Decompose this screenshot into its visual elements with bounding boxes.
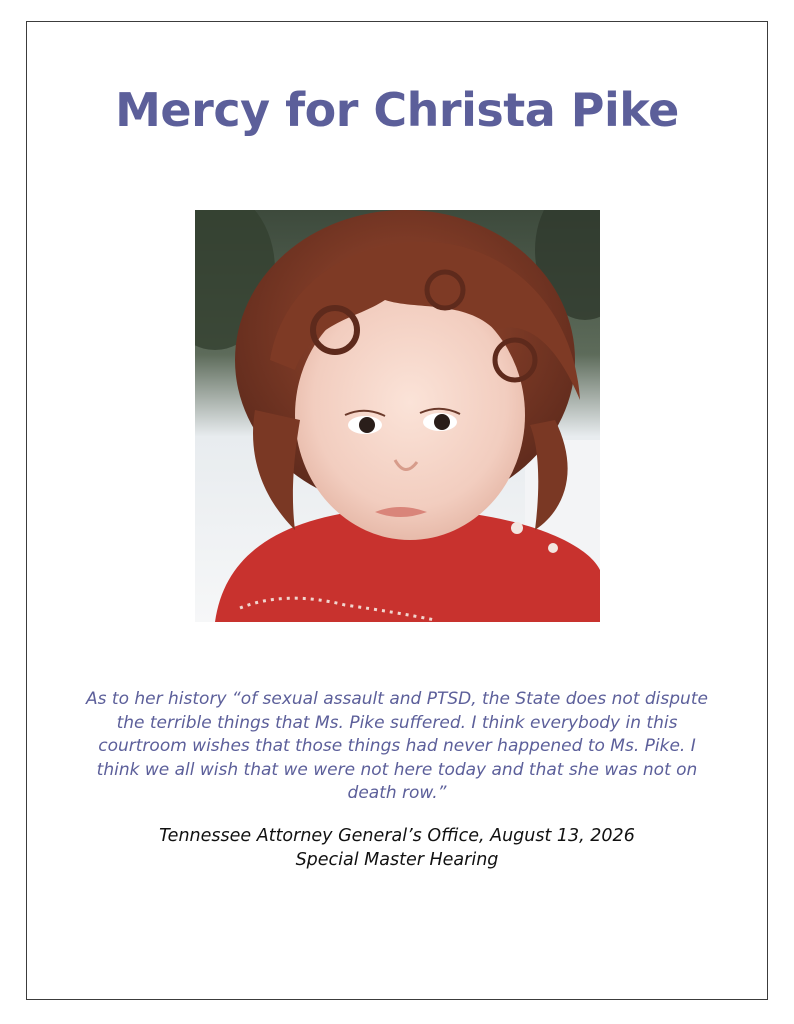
attribution-event: Special Master Hearing — [295, 850, 499, 870]
quote-attribution — [86, 824, 708, 872]
quote-text: As to her history “of sexual assault and PTSD, the State does not dispute the terrible things that Ms. Pike suffered. I think everybody in this courtroom wishes that those things had never happened to Ms. Pike. I think we all wish that we were not here today and that she was not on death row.” — [86, 689, 708, 803]
attribution-source: Tennessee Attorney General’s Office, August 13, 2026 — [159, 826, 635, 846]
child-portrait-photo — [195, 210, 600, 622]
page-title: Mercy for Christa Pike — [115, 83, 679, 137]
